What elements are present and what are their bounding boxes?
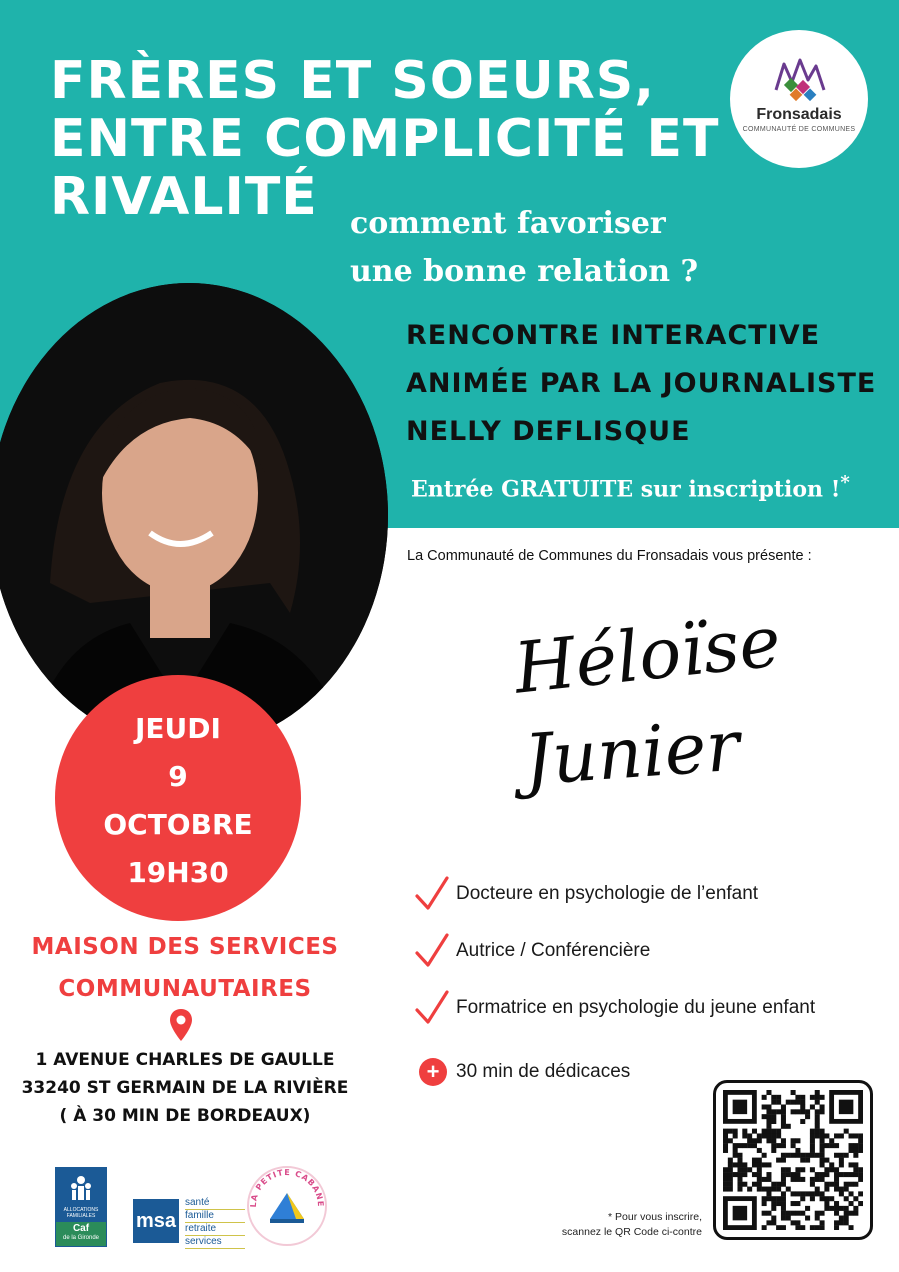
location-pin-icon	[169, 1008, 193, 1042]
logo-name: Fronsadais	[756, 106, 842, 123]
caf-line: ALLOCATIONS	[63, 1207, 99, 1213]
speaker-name-signature	[500, 600, 785, 830]
logo-subtitle: COMMUNAUTÉ DE COMMUNES	[742, 126, 856, 133]
fronsadais-logo	[730, 30, 868, 168]
venue-address	[20, 1046, 350, 1130]
venue-line: COMMUNAUTAIRES	[58, 976, 312, 1002]
msa-word: famille	[185, 1210, 245, 1223]
free-entry-notice	[411, 472, 850, 502]
title-line: FRÈRES ET SOEURS,	[50, 51, 655, 111]
cabane-name: LA PETITE CABANE	[248, 1167, 326, 1208]
feature-text: Autrice / Conférencière	[456, 940, 651, 961]
caf-family-icon	[69, 1174, 93, 1204]
date-time: 19H30	[127, 856, 229, 889]
caf-region: de la Gironde	[62, 1235, 100, 1241]
check-icon	[414, 874, 450, 914]
caf-line: FAMILIALES	[66, 1213, 96, 1219]
fronsadais-emblem-icon	[770, 54, 828, 104]
venue-line: MAISON DES SERVICES	[31, 934, 339, 960]
subtitle-line: une bonne relation ?	[350, 254, 699, 289]
qr-note-line: scannez le QR Code ci-contre	[561, 1226, 702, 1238]
check-icon	[414, 988, 450, 1028]
address-line: ( À 30 MIN DE BORDEAUX)	[59, 1106, 311, 1126]
msa-mark: msa	[133, 1199, 179, 1243]
date-number: 9	[168, 760, 188, 793]
event-line: ANIMÉE PAR LA JOURNALISTE	[406, 368, 877, 399]
event-subtitle	[350, 200, 698, 296]
qr-note-line: * Pour vous inscrire,	[608, 1211, 702, 1223]
feature-item	[414, 874, 758, 914]
event-line: NELLY DEFLISQUE	[406, 416, 691, 447]
entry-asterisk: *	[840, 472, 850, 493]
event-line: RENCONTRE INTERACTIVE	[406, 320, 821, 351]
subtitle-line: comment favoriser	[350, 206, 666, 241]
msa-word: services	[185, 1236, 245, 1249]
date-day: JEUDI	[135, 712, 221, 745]
speaker-last-name: Junier	[521, 704, 743, 802]
msa-word: santé	[185, 1197, 245, 1210]
feature-item	[414, 1052, 630, 1092]
feature-item	[414, 931, 650, 971]
la-petite-cabane-logo	[246, 1165, 328, 1247]
msa-word: retraite	[185, 1223, 245, 1236]
qr-instructions	[520, 1210, 702, 1240]
check-icon	[414, 931, 450, 971]
caf-name: Caf	[72, 1223, 90, 1234]
plus-icon: +	[419, 1058, 447, 1086]
feature-text: Docteure en psychologie de l’enfant	[456, 883, 759, 904]
registration-qr-code[interactable]	[713, 1080, 873, 1240]
speaker-first-name: Héloïse	[510, 600, 785, 710]
event-description	[406, 312, 876, 456]
title-line: RIVALITÉ	[50, 167, 318, 227]
date-month: OCTOBRE	[103, 808, 253, 841]
presenter-intro: La Communauté de Communes du Fronsadais vous présente :	[407, 548, 812, 564]
date-badge	[55, 675, 301, 921]
address-line: 1 AVENUE CHARLES DE GAULLE	[35, 1050, 335, 1070]
feature-item	[414, 988, 815, 1028]
caf-logo	[55, 1167, 107, 1247]
title-line: ENTRE COMPLICITÉ ET	[50, 109, 720, 169]
entry-text: Entrée GRATUITE sur inscription !	[411, 476, 841, 503]
venue-name	[20, 926, 350, 1010]
address-line: 33240 ST GERMAIN DE LA RIVIÈRE	[21, 1078, 349, 1098]
qr-code-pattern	[723, 1090, 863, 1230]
feature-text: 30 min de dédicaces	[456, 1061, 631, 1082]
feature-text: Formatrice en psychologie du jeune enfant	[456, 997, 816, 1018]
